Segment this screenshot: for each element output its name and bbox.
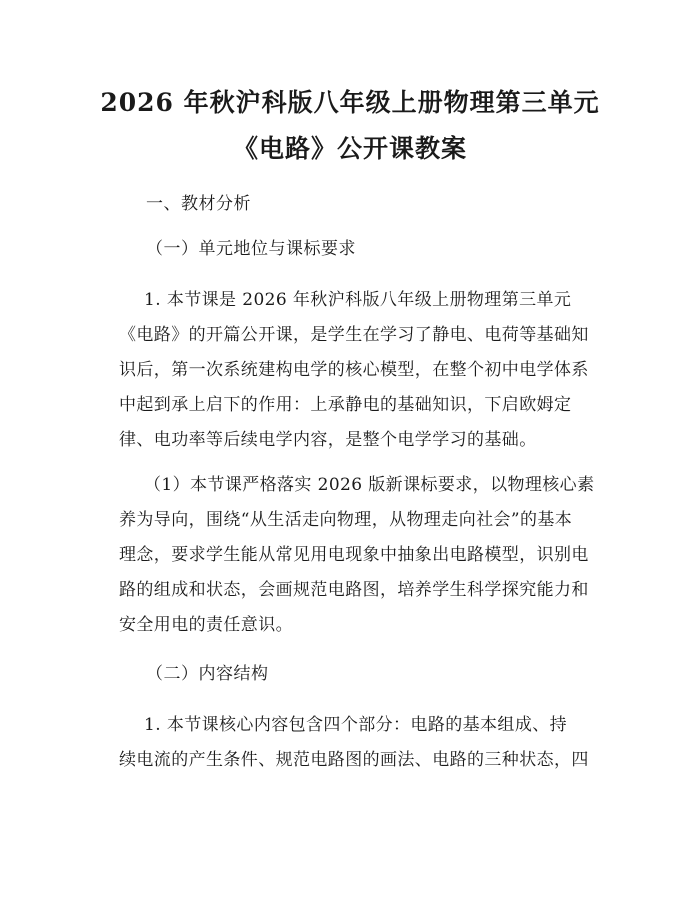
- paragraph-line: 律、电功率等后续电学内容，是整个电学学习的基础。: [119, 430, 537, 450]
- paragraph-line: 1. 本节课是 2026 年秋沪科版八年级上册物理第三单元: [144, 290, 572, 310]
- section-heading-materials-analysis: 一、教材分析: [146, 194, 251, 214]
- paragraph-line: 1. 本节课核心内容包含四个部分：电路的基本组成、持: [144, 715, 568, 735]
- paragraph-line: 续电流的产生条件、规范电路图的画法、电路的三种状态，四: [119, 750, 589, 770]
- paragraph-line: 养为导向，围绕“从生活走向物理，从物理走向社会”的基本: [119, 510, 573, 530]
- paragraph-unit-position: [119, 283, 593, 458]
- paragraph-line: 安全用电的责任意识。: [119, 615, 293, 635]
- document-title-line-2: 《电路》公开课教案: [232, 134, 467, 163]
- paragraph-line: 理念，要求学生能从常见用电现象中抽象出电路模型，识别电: [119, 545, 589, 565]
- paragraph-curriculum-requirements: [119, 468, 593, 643]
- paragraph-line: 路的组成和状态，会画规范电路图，培养学生科学探究能力和: [119, 580, 589, 600]
- paragraph-line: 中起到承上启下的作用：上承静电的基础知识，下启欧姆定: [119, 395, 572, 415]
- paragraph-line: 《电路》的开篇公开课，是学生在学习了静电、电荷等基础知: [119, 325, 589, 345]
- subsection-heading-unit-position: （一）单元地位与课标要求: [146, 239, 356, 259]
- paragraph-content-structure: [119, 708, 593, 778]
- document-title-line-1: 2026 年秋沪科版八年级上册物理第三单元: [100, 88, 600, 117]
- subsection-heading-content-structure: （二）内容结构: [146, 664, 269, 684]
- paragraph-line: （1）本节课严格落实 2026 版新课标要求，以物理核心素: [144, 475, 595, 495]
- paragraph-line: 识后，第一次系统建构电学的核心模型，在整个初中电学体系: [119, 360, 589, 380]
